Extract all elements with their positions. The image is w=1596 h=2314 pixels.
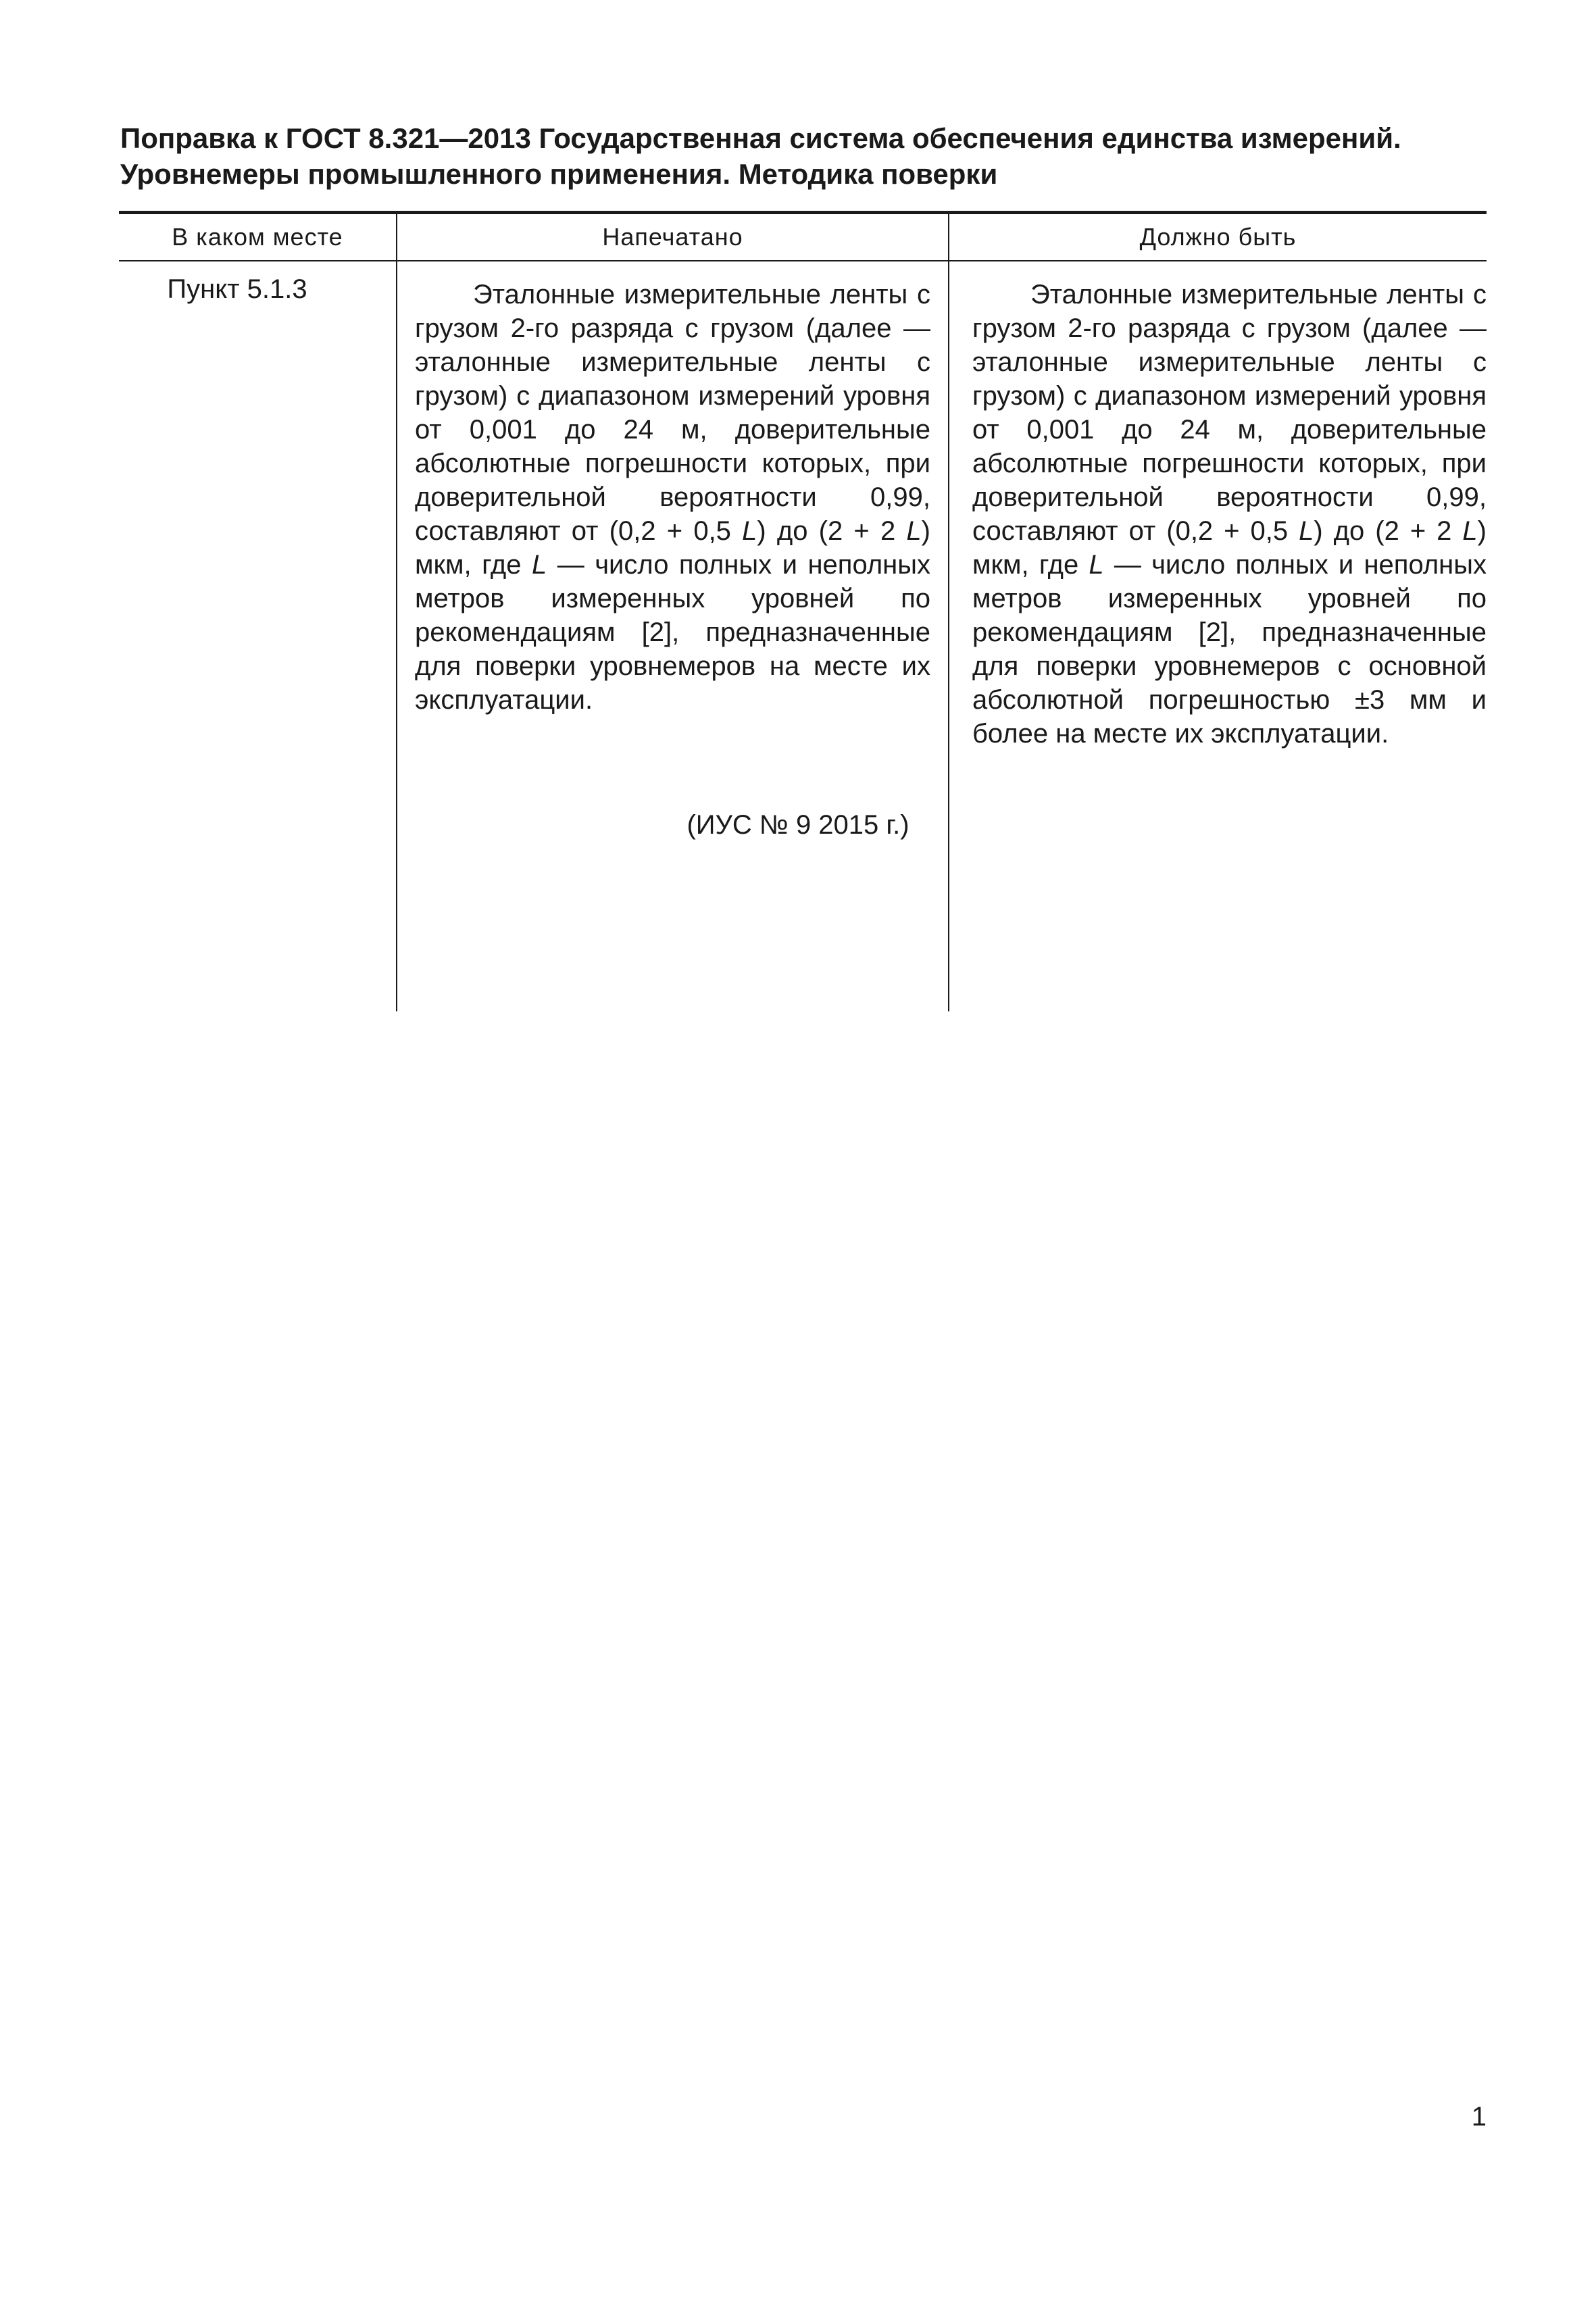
table-header-row	[119, 213, 1487, 261]
column-header-printed: Напечатано	[397, 213, 949, 261]
table-row	[119, 261, 1487, 1011]
table-header	[119, 213, 1487, 261]
table-body	[119, 261, 1487, 1011]
column-header-should-be: Должно быть	[949, 213, 1487, 261]
cell-printed-text: Эталонные измерительные ленты с грузом 2-го разряда с грузом (далее — эталонные измерительные ленты с грузом) с диапазоном измерений уровня от 0,001 до 24 м, доверительные абсолютные погрешности которых, при доверительной вероятности 0,99, составляют от (0,2 + 0,5 L) до (2 + 2 L) мкм, где L — число полных и неполных метров измеренных уровней по рекомендациям [2], предназначенные для поверки уровнемеров на месте их эксплуатации.	[397, 261, 949, 1011]
publication-source: (ИУС № 9 2015 г.)	[687, 810, 909, 840]
document-title: Поправка к ГОСТ 8.321—2013 Государственная система обеспечения единства измерений. Уровнемеры промышленного применения. Методика поверки	[120, 122, 1401, 190]
page-number: 1	[1471, 2102, 1487, 2132]
amendment-table	[119, 211, 1487, 1011]
cell-place: Пункт 5.1.3	[167, 274, 307, 304]
cell-should-be-text: Эталонные измерительные ленты с грузом 2-го разряда с грузом (далее — эталонные измерительные ленты с грузом) с диапазоном измерений уровня от 0,001 до 24 м, доверительные абсолютные погрешности которых, при доверительной вероятности 0,99, составляют от (0,2 + 0,5 L) до (2 + 2 L) мкм, где L — число полных и неполных метров измеренных уровней по рекомендациям [2], предназначенные для поверки уровнемеров с основной абсолютной погрешностью ±3 мм и более на месте их эксплуатации.	[949, 261, 1487, 1011]
column-header-place: В каком месте	[119, 213, 397, 261]
